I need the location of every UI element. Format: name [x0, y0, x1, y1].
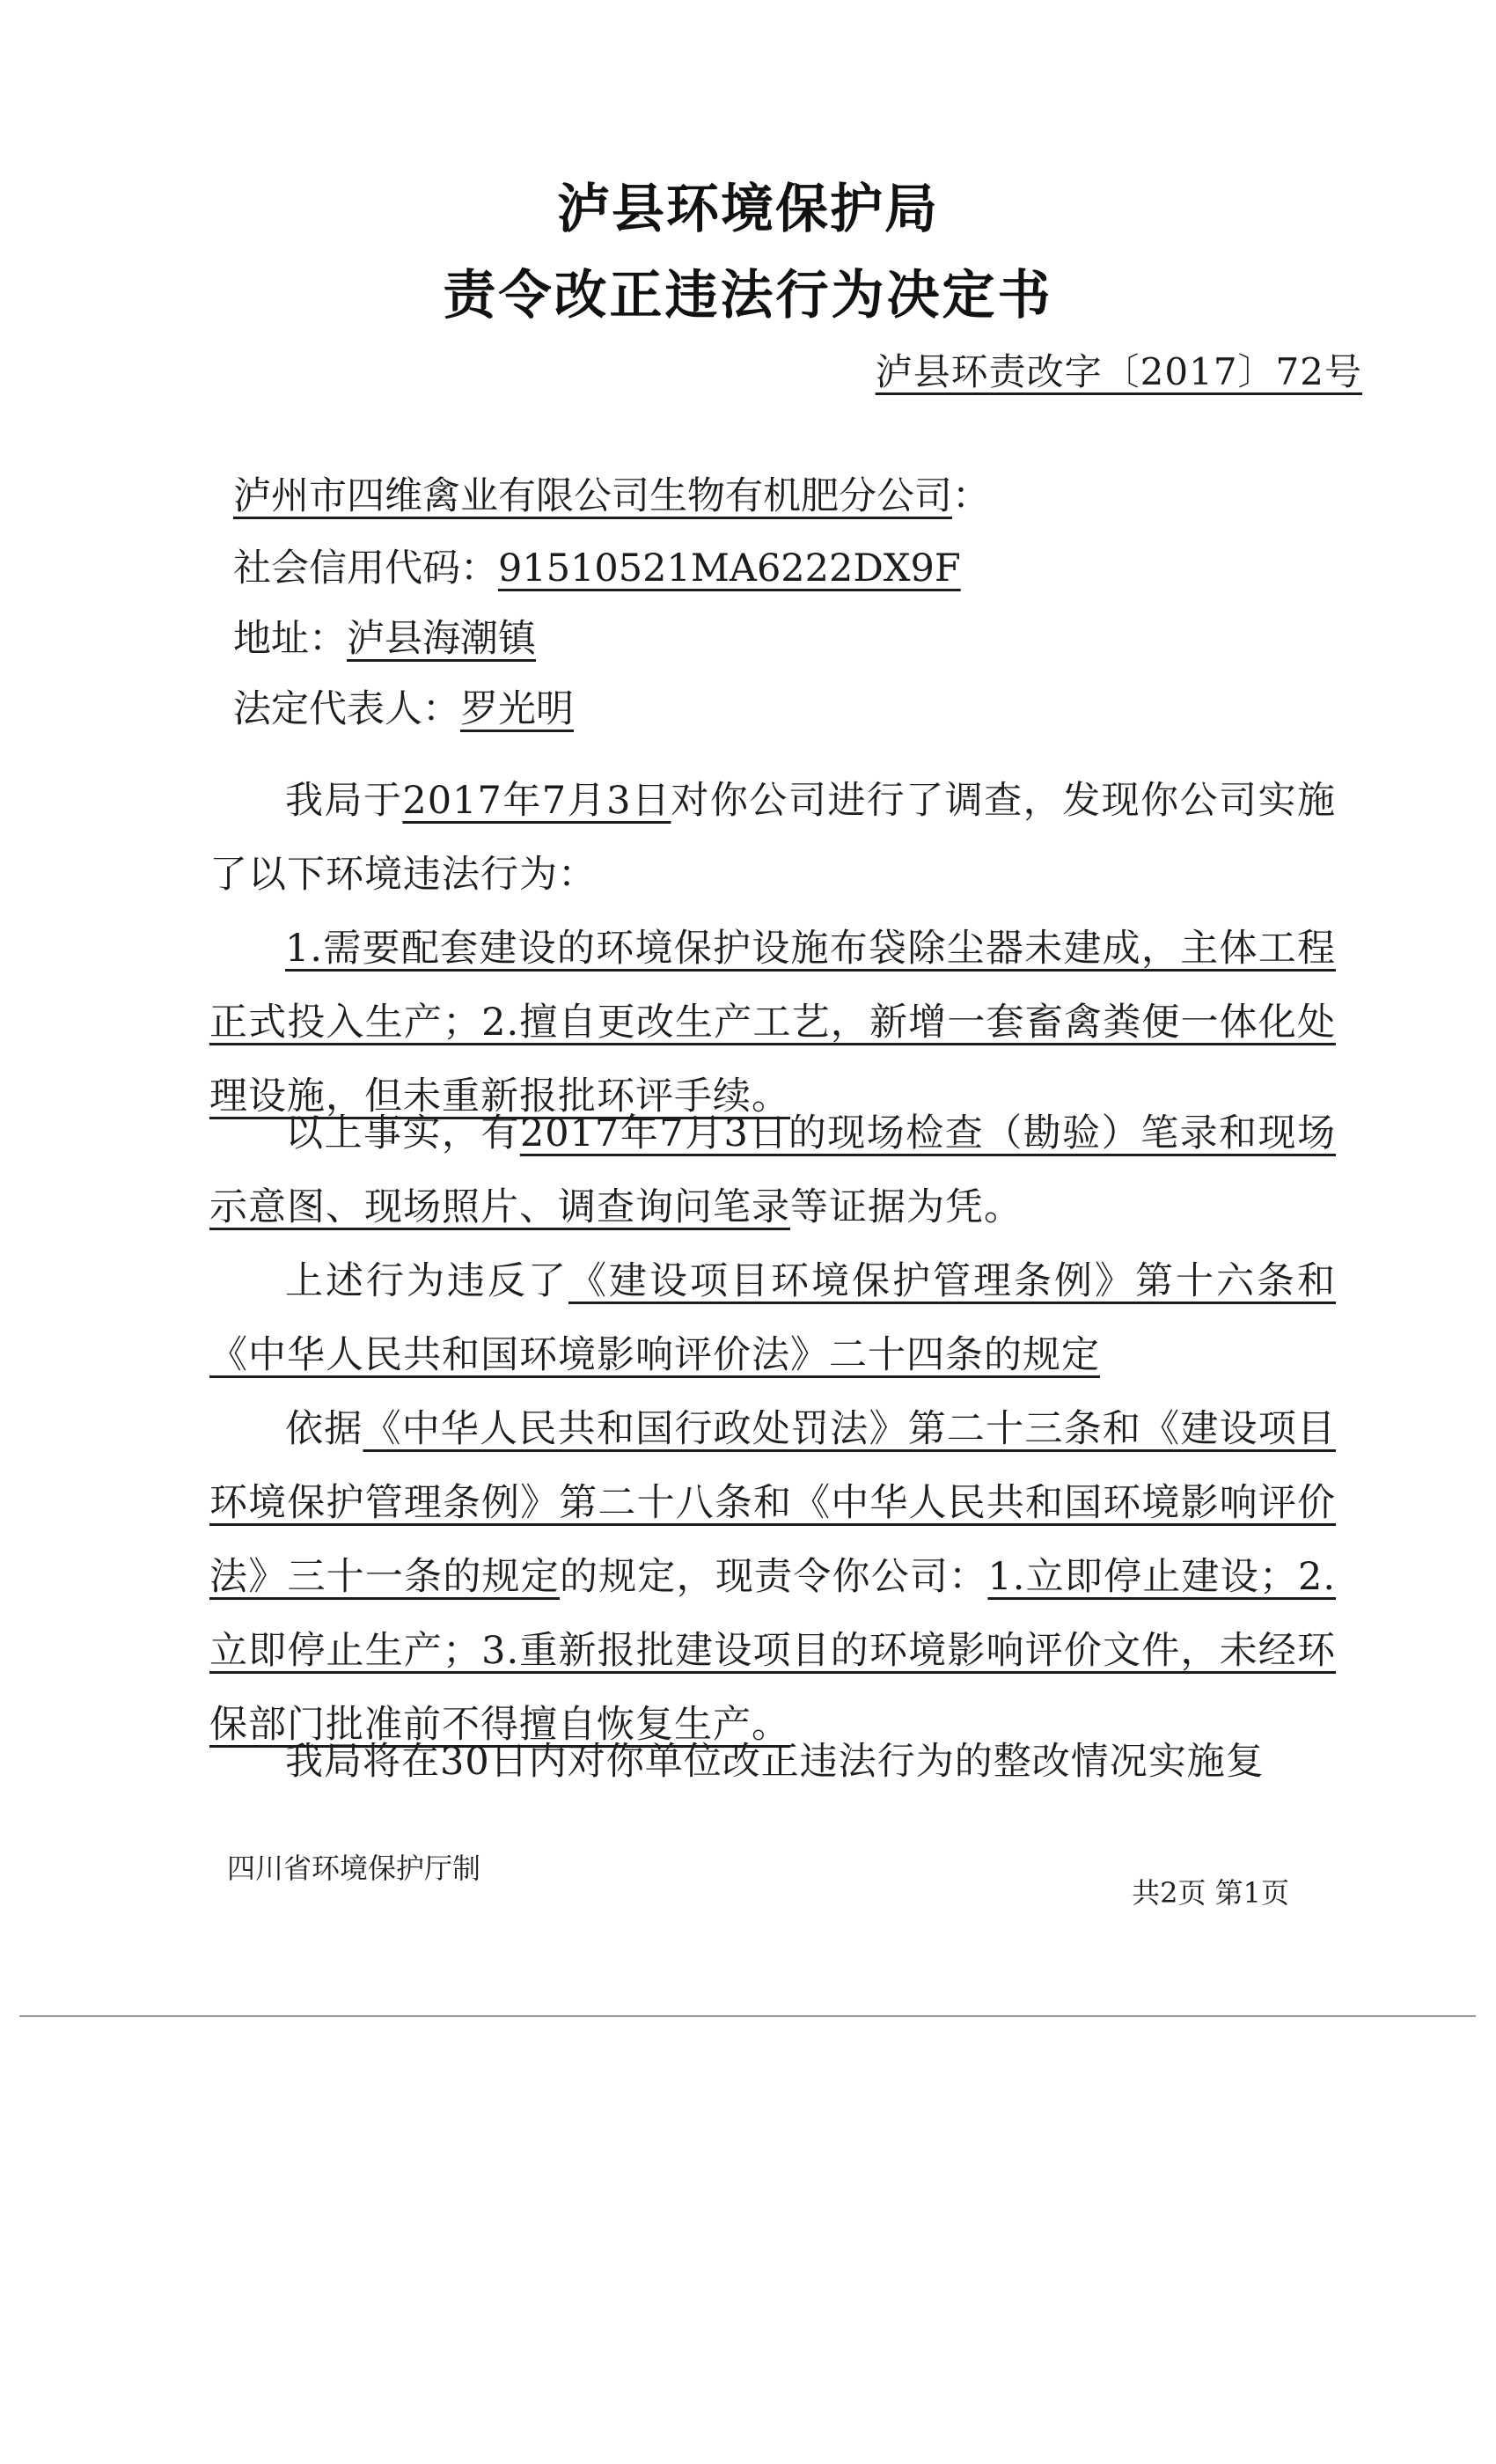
recipient-colon: ： [952, 474, 990, 518]
legal-basis: 《中华人民共和国行政处罚法》第二十三条和《建设项目环境保护管理条例》第二十八条和《中华人民共和国环境影响评价法》三十一条的规定 [209, 1407, 1337, 1599]
violated-regulations-paragraph [209, 1244, 1336, 1392]
evidence-list: 2017年7月3日的现场检查（勘验）笔录和现场示意图、现场照片、调查询问笔录 [209, 1111, 1336, 1229]
p5-text-b: 的规定，现责令你公司： [559, 1555, 988, 1599]
review-text: 我局将在30日内对你单位改正违法行为的整改情况实施复 [285, 1740, 1265, 1784]
recipient-company-line [233, 466, 990, 520]
investigation-date: 2017年7月3日 [402, 779, 671, 823]
legal-rep-value: 罗光明 [460, 687, 574, 731]
review-paragraph [209, 1725, 1336, 1799]
issuer-footer: 四川省环境保护厅制 [227, 1852, 481, 1885]
page-number: 共2页 第1页 [1132, 1876, 1289, 1910]
recipient-company: 泸州市四维禽业有限公司生物有机肥分公司 [233, 474, 952, 518]
address-value: 泸县海潮镇 [347, 617, 536, 661]
credit-code-value: 91510521MA6222DX9F [498, 546, 961, 590]
violated-regulations: 《建设项目环境保护管理条例》第十六条和《中华人民共和国环境影响评价法》二十四条的规定 [209, 1259, 1336, 1377]
order-paragraph [209, 1392, 1336, 1762]
p4-text-a: 上述行为违反了 [285, 1259, 568, 1303]
investigation-paragraph [209, 764, 1336, 912]
page-edge-line [19, 2015, 1476, 2017]
p5-text-a: 依据 [285, 1407, 363, 1451]
violations-text: 1.需要配套建设的环境保护设施布袋除尘器未建成，主体工程正式投入生产；2.擅自更改生产工艺，新增一套畜禽粪便一体化处理设施，但未重新报批环评手续。 [209, 927, 1336, 1118]
document-number: 泸县环责改字〔2017〕72号 [875, 350, 1362, 393]
legal-rep-line [233, 679, 574, 733]
p1-text-b: 对你公司进行了调查，发现你公司实施了以下环境违法行为： [209, 779, 1337, 897]
address-label: 地址： [233, 617, 347, 661]
credit-code-label: 社会信用代码： [233, 546, 498, 590]
p3-text-a: 以上事实，有 [285, 1111, 520, 1155]
p3-text-b: 等证据为凭。 [790, 1185, 1023, 1229]
credit-code-line [233, 539, 961, 592]
evidence-paragraph [209, 1096, 1336, 1244]
legal-rep-label: 法定代表人： [233, 687, 460, 731]
document-title-decision: 责令改正违法行为决定书 [443, 265, 1053, 326]
ordered-actions: 1.立即停止建设；2.立即停止生产；3.重新报批建设项目的环境影响评价文件，未经环保部门批准前不得擅自恢复生产。 [209, 1555, 1336, 1747]
p1-text-a: 我局于 [285, 779, 403, 823]
document-title-agency: 泸县环境保护局 [557, 179, 939, 240]
address-line [233, 609, 536, 663]
